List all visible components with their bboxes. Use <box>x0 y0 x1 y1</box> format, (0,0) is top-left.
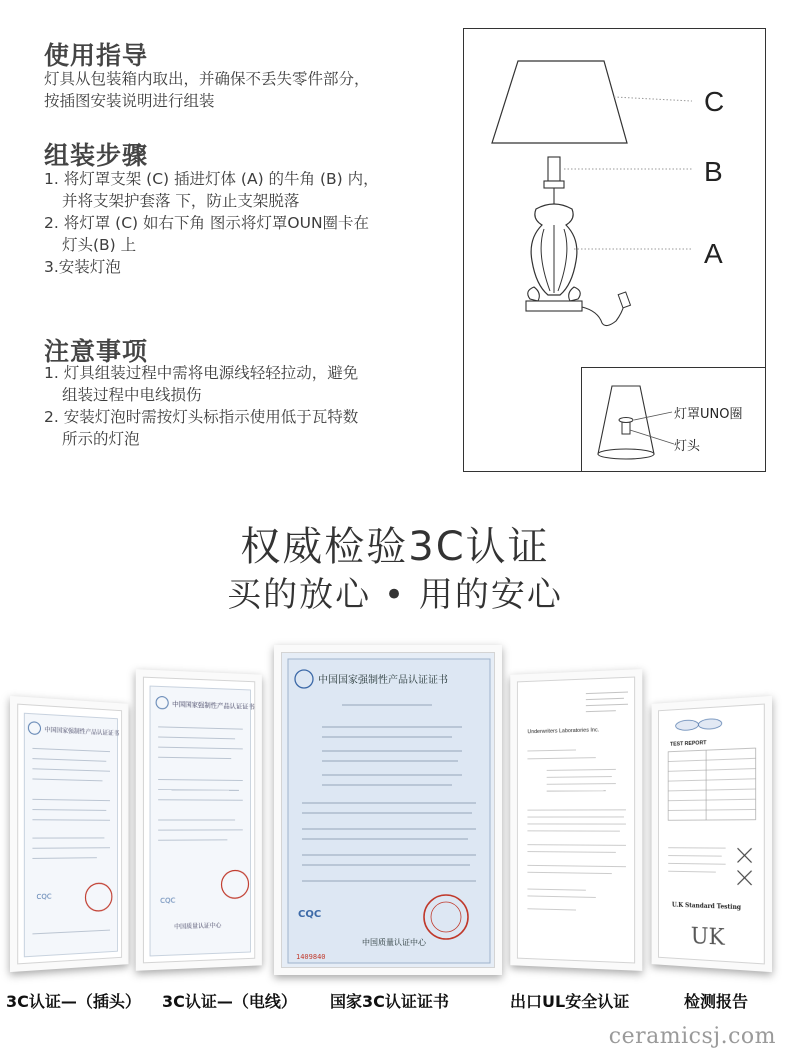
cert3-footer: 中国质量认证中心 <box>362 938 426 947</box>
cert2-stamp: CQC <box>160 895 176 905</box>
notes-line: 2. 安装灯泡时需按灯头标指示使用低于瓦特数 <box>44 408 359 426</box>
inset-drawing <box>582 368 766 472</box>
assembly-title: 组装步骤 <box>44 141 149 170</box>
label-c: C <box>704 86 725 117</box>
certificate-ul-content <box>518 677 635 963</box>
lamp-cord <box>582 305 624 326</box>
certificate-cable-content <box>144 678 255 964</box>
certificate-test-report-content <box>659 704 765 964</box>
lamp-diagram <box>463 28 766 472</box>
certificate-plug-content <box>18 705 122 965</box>
caption-test-report: 检测报告 <box>684 992 749 1011</box>
cert3-title: 中国国家强制性产品认证证书 <box>318 675 448 686</box>
cert1-stamp: CQC <box>36 892 52 902</box>
assembly-line: 1. 将灯罩支架 (C) 插进灯体 (A) 的牛角 (B) 内， <box>44 170 379 188</box>
inset-ring-label: 灯罩UNO圈 <box>674 407 743 422</box>
cert1-title: 中国国家强制性产品认证证书 <box>44 726 120 738</box>
assembly-line: 并将支架护套落 下，防止支架脱落 <box>62 192 300 210</box>
shade-ring-inset <box>581 367 765 471</box>
cert5-logo: UK <box>690 923 725 952</box>
slogan-line1: 权威检验3C认证 <box>240 524 550 570</box>
assembly-line: 灯头(B) 上 <box>62 236 137 254</box>
certificate-test-report <box>652 696 772 972</box>
lamp-plug <box>618 292 630 308</box>
usage-line: 灯具从包装箱内取出，并确保不丢失零件部分， <box>44 70 370 88</box>
cert2-title: 中国国家强制性产品认证证书 <box>172 700 255 711</box>
label-a: A <box>704 238 723 269</box>
certificate-ul <box>510 669 642 971</box>
caption-national-3c: 国家3C认证证书 <box>330 992 449 1011</box>
certificate-national-content <box>282 653 495 968</box>
usage-title: 使用指导 <box>44 41 149 70</box>
inset-socket-label: 灯头 <box>674 439 701 454</box>
lamp-shade <box>492 61 627 143</box>
lamp-socket <box>548 157 560 181</box>
caption-plug-3c: 3C认证—（插头） <box>6 992 141 1011</box>
certificate-national <box>274 645 502 975</box>
assembly-line: 3.安装灯泡 <box>44 258 121 276</box>
cert3-stamp: CQC <box>298 909 322 920</box>
label-b: B <box>704 156 723 187</box>
cert3-serial: 1409840 <box>296 953 326 961</box>
lamp-base <box>526 301 582 311</box>
caption-ul-export: 出口UL安全认证 <box>510 992 630 1011</box>
notes-line: 组装过程中电线损伤 <box>62 386 202 404</box>
notes-title: 注意事项 <box>44 337 149 366</box>
usage-line: 按插图安装说明进行组装 <box>44 92 215 110</box>
certificate-cable <box>136 669 262 971</box>
slogan-line2: 买的放心 • 用的安心 <box>227 575 563 615</box>
caption-cable-3c: 3C认证—（电线） <box>162 992 297 1011</box>
notes-text <box>44 362 358 450</box>
certificate-plug <box>10 696 128 972</box>
assembly-text <box>44 168 379 278</box>
notes-line: 所示的灯泡 <box>62 430 140 448</box>
assembly-line: 2. 将灯罩 (C) 如右下角 图示将灯罩OUN圈卡在 <box>44 214 370 232</box>
watermark: ceramicsj.com <box>608 1024 776 1049</box>
notes-line: 1. 灯具组装过程中需将电源线轻轻拉动，避免 <box>44 364 359 382</box>
cert4-title: Underwriters Laboratories Inc. <box>527 727 600 736</box>
usage-text <box>44 68 370 112</box>
cert5-footer: U.K Standard Testing <box>671 902 742 912</box>
cert2-footer: 中国质量认证中心 <box>174 922 222 931</box>
cert5-title: TEST REPORT <box>670 740 707 748</box>
